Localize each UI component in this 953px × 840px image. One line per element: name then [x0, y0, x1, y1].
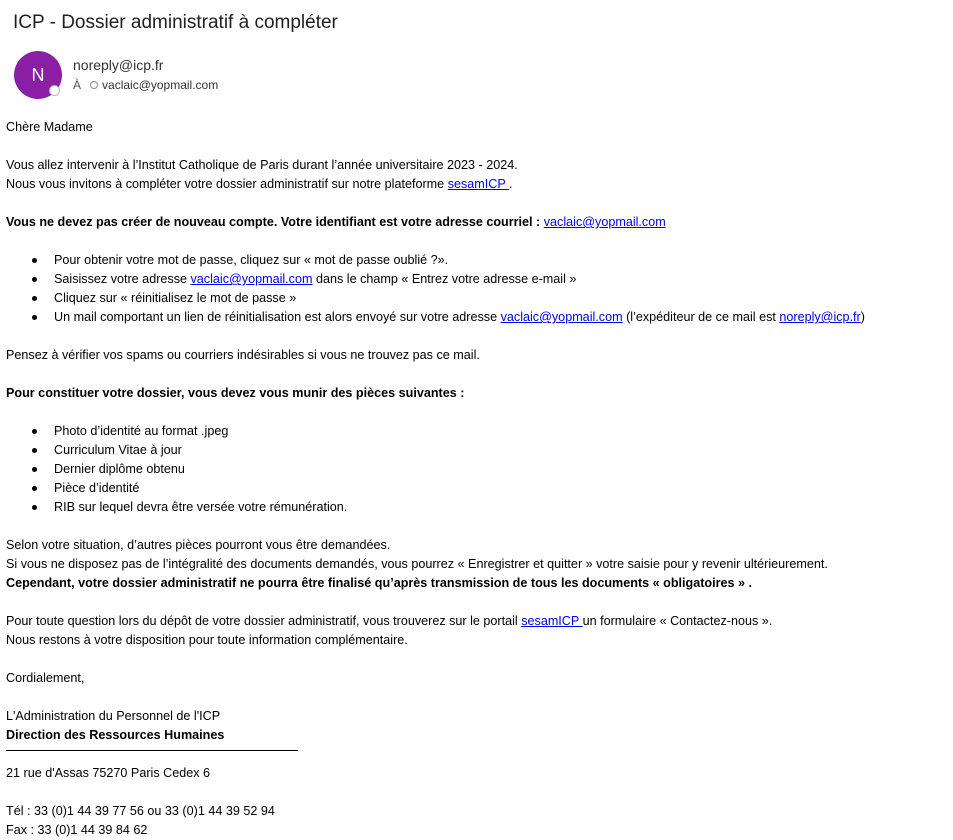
presence-status-icon — [49, 85, 60, 96]
identifier-email-link[interactable]: vaclaic@yopmail.com — [543, 215, 666, 229]
email-link[interactable]: vaclaic@yopmail.com — [190, 272, 313, 286]
list-item: Pour obtenir votre mot de passe, cliquez sur « mot de passe oublié ?». — [6, 251, 946, 270]
recipient-status-icon — [90, 81, 98, 89]
intro-line-2: Nous vous invitons à compléter votre dossier administratif sur notre plateforme sesamICP . — [6, 177, 513, 191]
sender-email-link[interactable]: noreply@icp.fr — [779, 310, 861, 324]
email-body — [6, 118, 946, 840]
list-item: Cliquez sur « réinitialisez le mot de passe » — [6, 289, 946, 308]
list-item: Un mail comportant un lien de réinitialisation est alors envoyé sur votre adresse vaclaic@yopmail.com (l’expéditeur de ce mail est noreply@icp.fr) — [6, 308, 946, 327]
recipient-row — [73, 78, 218, 92]
list-item: Pièce d’identité — [6, 479, 946, 498]
signature-department: Direction des Ressources Humaines — [6, 728, 225, 742]
greeting: Chère Madame — [6, 120, 93, 134]
to-label: À — [73, 78, 82, 92]
avatar-initial: N — [31, 64, 45, 85]
signature-fax: Fax : 33 (0)1 44 39 84 62 — [6, 823, 148, 837]
documents-list — [6, 422, 946, 517]
intro-line-1: Vous allez intervenir à l’Institut Catholique de Paris durant l’année universitaire 2023 - 2024. — [6, 158, 518, 172]
spam-note: Pensez à vérifier vos spams ou courriers indésirables si vous ne trouvez pas ce mail. — [6, 348, 480, 362]
list-item: RIB sur lequel devra être versée votre rémunération. — [6, 498, 946, 517]
account-notice: Vous ne devez pas créer de nouveau compte. Votre identifiant est votre adresse courriel : vaclaic@yopmail.com — [6, 215, 666, 229]
situation-warning: Cependant, votre dossier administratif ne pourra être finalisé qu’après transmission de tous les documents « obligatoires » . — [6, 576, 753, 590]
situation-line-1: Selon votre situation, d’autres pièces pourront vous être demandées. — [6, 538, 391, 552]
documents-heading: Pour constituer votre dossier, vous devez vous munir des pièces suivantes : — [6, 386, 465, 400]
signature-line-1: L'Administration du Personnel de l'ICP — [6, 709, 221, 723]
sender-address[interactable]: noreply@icp.fr — [73, 57, 164, 73]
signature-address: 21 rue d'Assas 75270 Paris Cedex 6 — [6, 766, 211, 780]
email-subject: ICP - Dossier administratif à compléter — [13, 12, 338, 33]
signature-tel: Tél : 33 (0)1 44 39 77 56 ou 33 (0)1 44 39 52 94 — [6, 804, 275, 818]
sesamicp-portal-link[interactable]: sesamICP — [521, 614, 583, 628]
recipient-address[interactable]: vaclaic@yopmail.com — [102, 78, 219, 92]
signature-divider — [6, 750, 298, 751]
list-item: Photo d’identité au format .jpeg — [6, 422, 946, 441]
sesamicp-link[interactable]: sesamICP — [447, 177, 510, 191]
contact-line: Pour toute question lors du dépôt de votre dossier administratif, vous trouverez sur le portail sesamICP un formulaire « Contactez-nous ». — [6, 614, 773, 628]
email-link[interactable]: vaclaic@yopmail.com — [500, 310, 623, 324]
availability-line: Nous restons à votre disposition pour toute information complémentaire. — [6, 633, 408, 647]
list-item: Saisissez votre adresse vaclaic@yopmail.com dans le champ « Entrez votre adresse e-mail » — [6, 270, 946, 289]
closing: Cordialement, — [6, 671, 85, 685]
situation-line-2: Si vous ne disposez pas de l’intégralité des documents demandés, vous pourrez « Enregistrer et quitter » votre saisie pour y revenir ultérieurement. — [6, 557, 828, 571]
list-item: Dernier diplôme obtenu — [6, 460, 946, 479]
list-item: Curriculum Vitae à jour — [6, 441, 946, 460]
password-steps-list — [6, 251, 946, 327]
